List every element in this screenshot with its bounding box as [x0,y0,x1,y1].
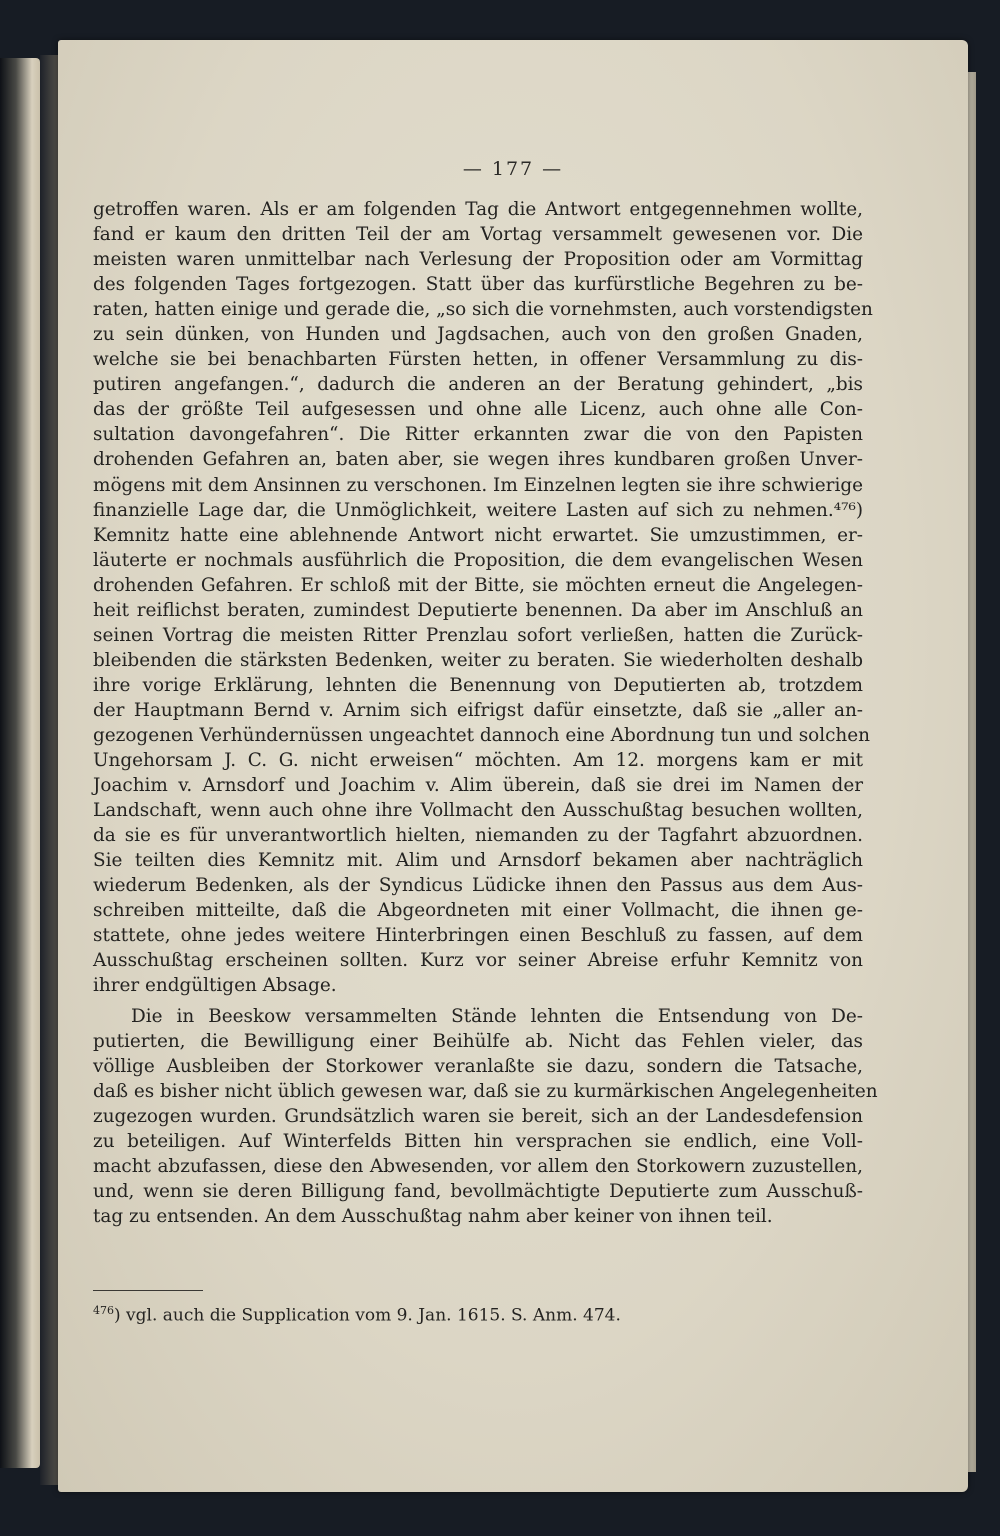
text-line: welche sie bei benachbarten Fürsten hetten, in offener Versammlung zu dis- [93,349,863,371]
footnote-text: ) vgl. auch die Supplication vom 9. Jan. 1615. S. Anm. 474. [114,1305,621,1326]
text-line: Die in Beeskow versammelten Stände lehnten die Entsendung von De- [131,1005,863,1027]
text-line: tag zu entsenden. An dem Ausschußtag nahm aber keiner von ihnen teil. [93,1205,773,1227]
text-line: das der größte Teil aufgesessen und ohne alle Licenz, auch ohne alle Con- [93,399,863,421]
text-line: Ungehorsam J. C. G. nicht erweisen“ möchten. Am 12. morgens kam er mit [93,750,863,772]
text-line: der Hauptmann Bernd v. Arnim sich eifrigst dafür einsetzte, daß sie „aller an- [93,699,863,721]
text-line: getroffen waren. Als er am folgenden Tag die Antwort entgegennehmen wollte, [93,199,863,220]
text-line: völlige Ausbleiben der Storkower veranlaßte sie dazu, sondern die Tatsache, [93,1055,863,1077]
text-line: meisten waren unmittelbar nach Verlesung der Proposition oder am Vormittag [93,249,863,271]
footnote-rule [93,1290,203,1291]
text-line: sultation davongefahren“. Die Ritter erkannten zwar die von den Papisten [93,424,863,446]
paragraph-2 [93,1004,878,1229]
gutter-shadow [40,55,60,1485]
facing-page-edge [0,58,40,1468]
text-line: Ausschußtag erscheinen sollten. Kurz vor seiner Abreise erfuhr Kemnitz von [93,950,863,972]
text-line: des folgenden Tages fortgezogen. Statt über das kurfürstliche Begehren zu be- [93,274,863,296]
text-line: putiren angefangen.“, dadurch die anderen an der Beratung gehindert, „bis [93,374,863,396]
text-line: stattete, ohne jedes weitere Hinterbringen einen Beschluß zu fassen, auf dem [93,925,863,947]
text-line: raten, hatten einige und gerade die, „so sich die vornehmsten, auch vorstendigsten [93,299,873,321]
text-line: bleibenden die stärksten Bedenken, weiter zu beraten. Sie wiederholten deshalb [93,649,863,671]
text-line: Joachim v. Arnsdorf und Joachim v. Alim überein, daß sie drei im Namen der [93,775,863,797]
page-number: — 177 — [462,158,564,180]
text-line: finanzielle Lage dar, die Unmöglichkeit, weitere Lasten auf sich zu nehmen.⁴⁷⁶) [93,499,863,521]
text-line: zu sein dünken, von Hunden und Jagdsachen, auch von den großen Gnaden, [93,324,863,346]
text-line: Kemnitz hatte eine ablehnende Antwort nicht erwartet. Sie umzustimmen, er- [93,524,863,546]
footnote [93,1304,863,1326]
text-line: drohenden Gefahren an, baten aber, sie wegen ihres kundbaren großen Unver- [93,449,863,471]
text-line: heit reiflichst beraten, zumindest Deputierte benennen. Da aber im Anschluß an [93,599,863,621]
text-line: ihrer endgültigen Absage. [93,975,337,997]
text-line: da sie es für unverantwortlich hielten, niemanden zu der Tagfahrt abzuordnen. [93,825,863,847]
text-line: und, wenn sie deren Billigung fand, bevollmächtigte Deputierte zum Ausschuß- [93,1180,863,1202]
text-line: putierten, die Bewilligung einer Beihülfe ab. Nicht das Fehlen vieler, das [93,1030,863,1052]
text-line: seinen Vortrag die meisten Ritter Prenzlau sofort verließen, hatten die Zurück- [93,624,863,646]
text-line: daß es bisher nicht üblich gewesen war, daß sie zu kurmärkischen Angelegenheiten [93,1080,878,1102]
text-line: drohenden Gefahren. Er schloß mit der Bitte, sie möchten erneut die Angelegen- [93,574,863,596]
text-line: zugezogen wurden. Grundsätzlich waren sie bereit, sich an der Landesdefension [93,1105,863,1127]
text-line: macht abzufassen, diese den Abwesenden, vor allem den Storkowern zuzustellen, [93,1155,863,1177]
text-line: läuterte er nochmals ausführlich die Proposition, die dem evangelischen Wesen [93,549,863,571]
paragraph-1 [93,197,873,999]
book-page [58,40,968,1492]
text-line: zu beteiligen. Auf Winterfelds Bitten hin versprachen sie endlich, eine Voll- [93,1130,863,1152]
text-line: ihre vorige Erklärung, lehnten die Benennung von Deputierten ab, trotzdem [93,674,863,696]
footnote-mark: 476 [93,1304,114,1317]
text-line: mögens mit dem Ansinnen zu verschonen. Im Einzelnen legten sie ihre schwierige [93,474,863,496]
text-line: fand er kaum den dritten Teil der am Vortag versammelt gewesenen vor. Die [93,224,863,246]
body-text [93,197,878,1229]
text-line: Sie teilten dies Kemnitz mit. Alim und Arnsdorf bekamen aber nachträglich [93,850,863,872]
text-line: wiederum Bedenken, als der Syndicus Lüdicke ihnen den Passus aus dem Aus- [93,875,863,897]
text-line: gezogenen Verhündernüssen ungeachtet dannoch eine Abordnung tun und solchen [93,724,871,746]
text-line: schreiben mitteilte, daß die Abgeordneten mit einer Vollmacht, die ihnen ge- [93,900,863,922]
text-line: Landschaft, wenn auch ohne ihre Vollmacht den Ausschußtag besuchen wollten, [93,800,863,822]
